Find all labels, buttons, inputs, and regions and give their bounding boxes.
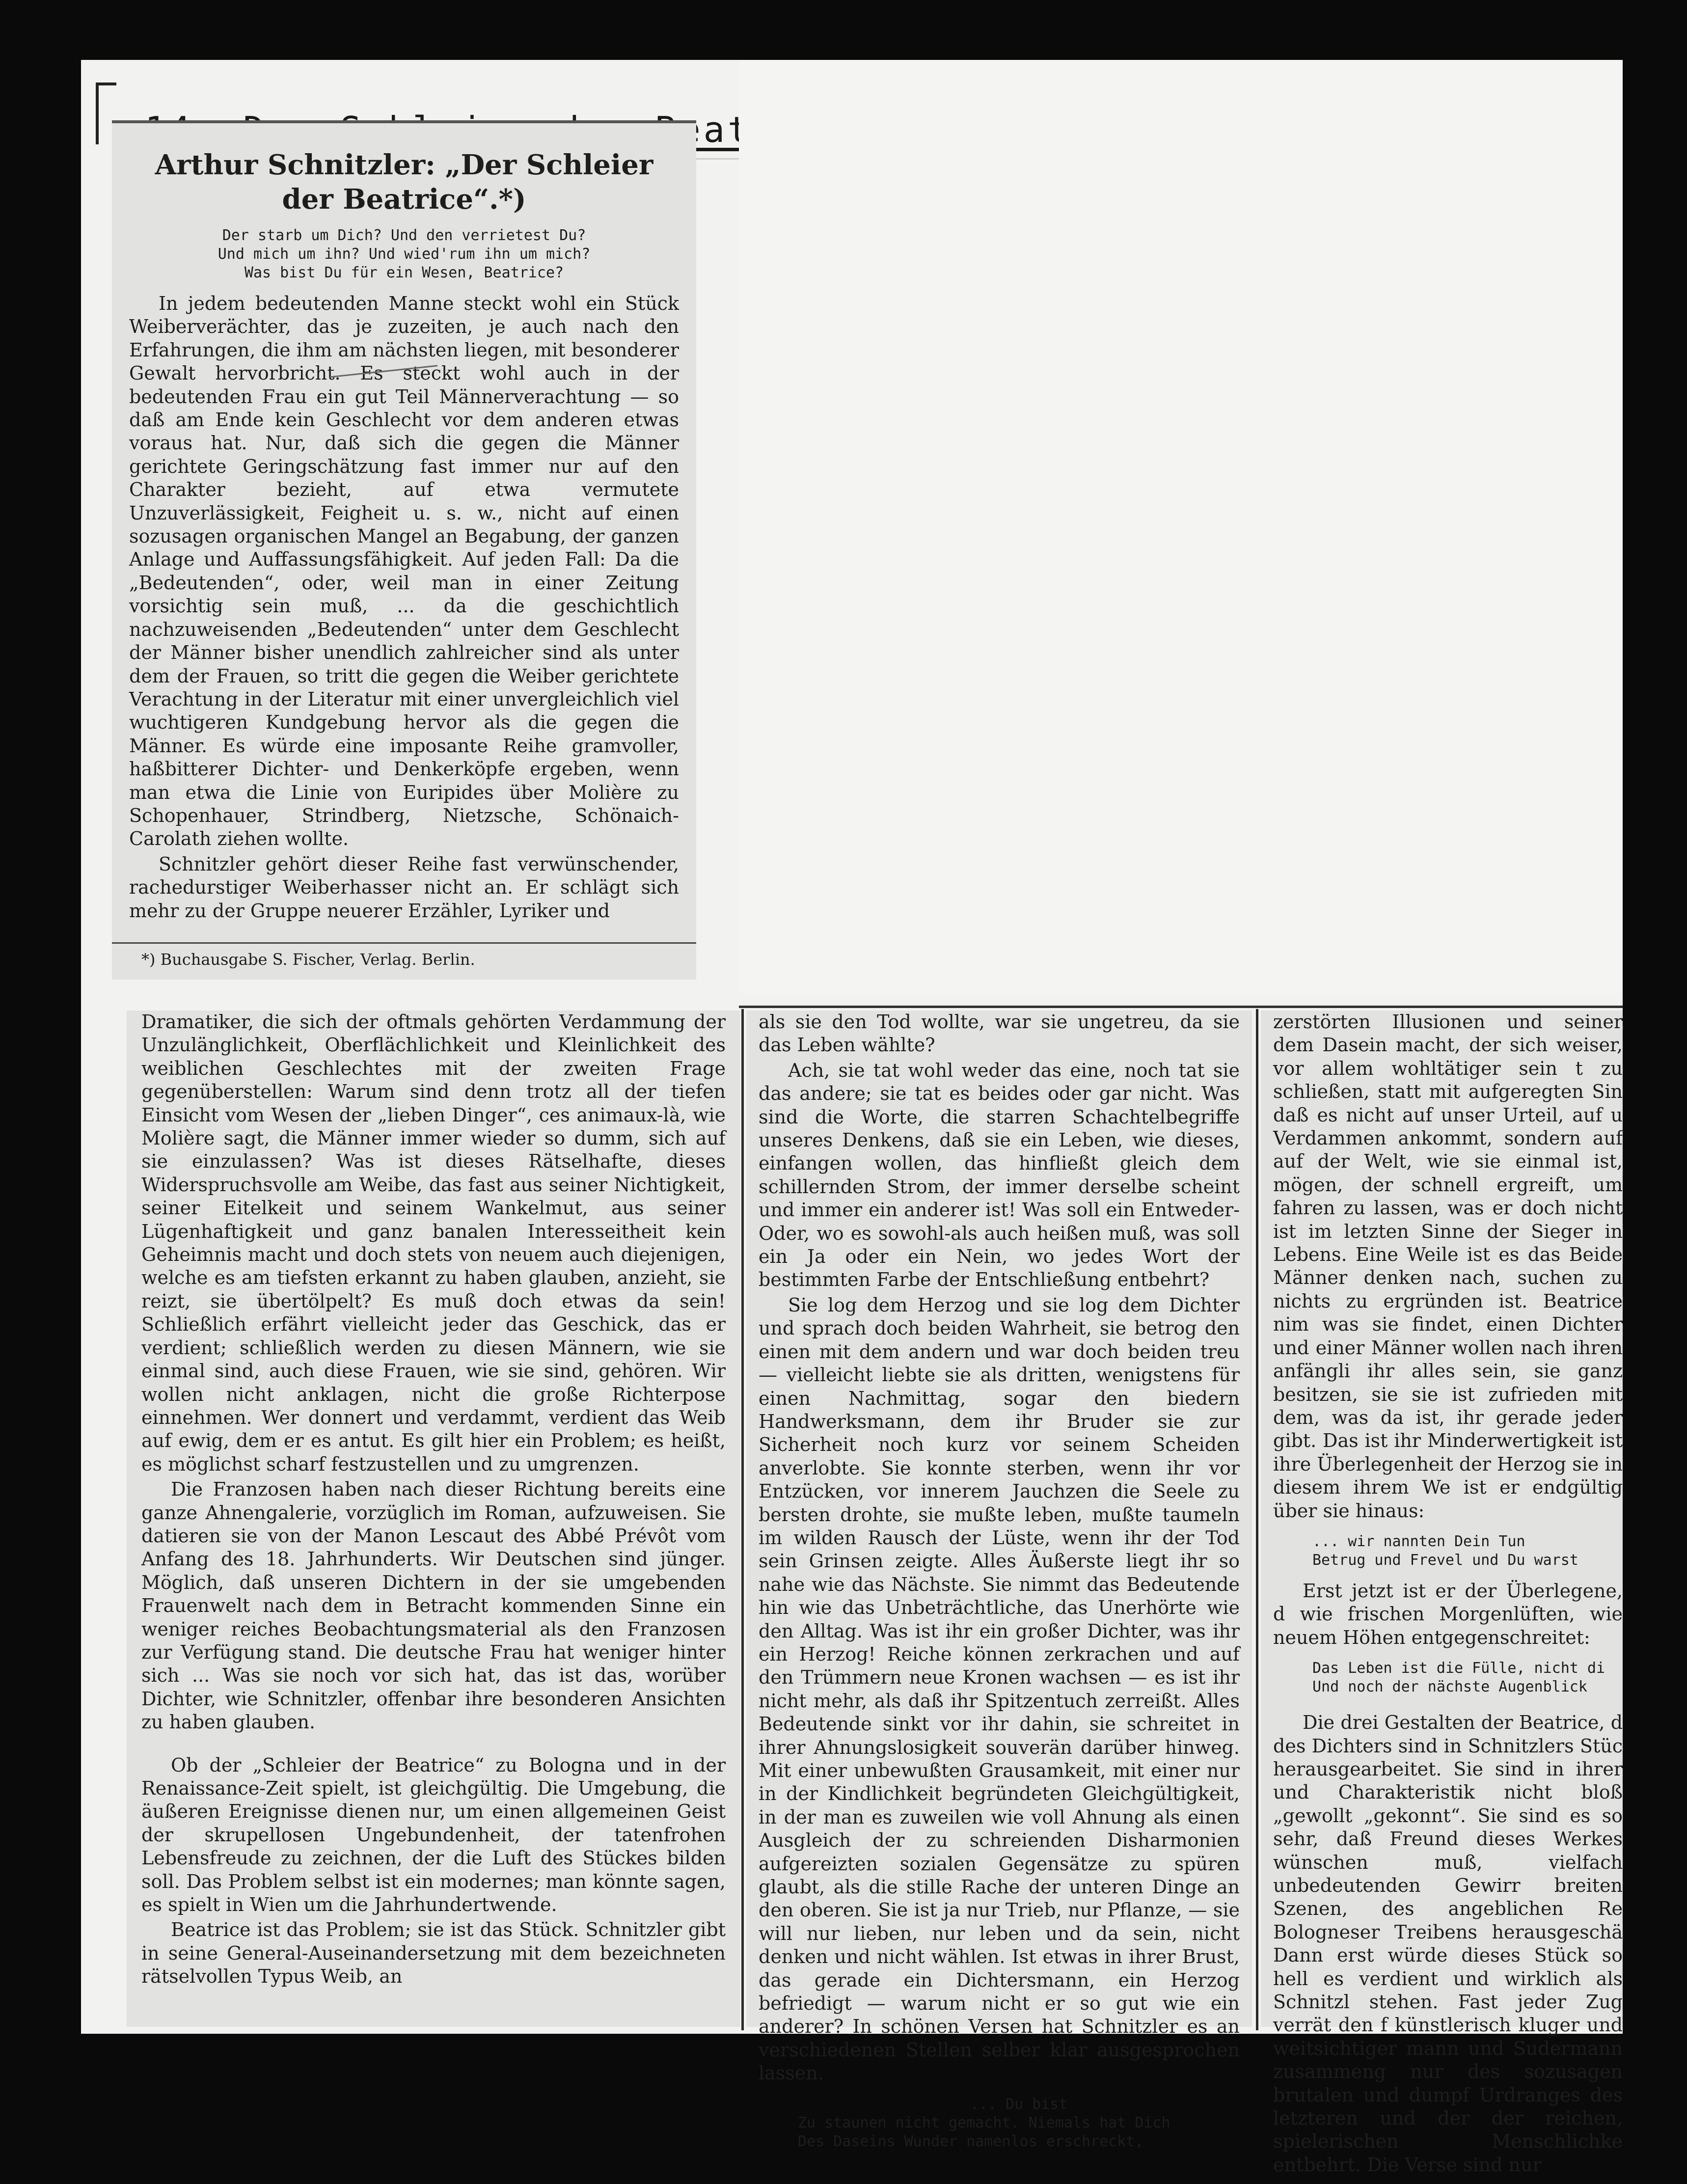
quote-line: Betrug und Frevel und Du warst [1312, 1551, 1578, 1569]
column-divider [1256, 1009, 1258, 2030]
footnote: *) Buchausgabe S. Fischer, Verlag. Berlin. [112, 942, 696, 969]
verse-line: Was bist Du für ein Wesen, Beatrice? [244, 264, 564, 281]
top-rule [112, 120, 696, 123]
paragraph: als sie den Tod wollte, war sie ungetreu, da sie das Leben wählte? [759, 1011, 1240, 1056]
paragraph: Sie log dem Herzog und sie log dem Dichter und sprach doch beiden Wahrheit, sie betrog den einen mit dem andern und war doch beiden treu — vielleicht liebte sie als dritten, wenigstens für einen Nachmittag, sogar den biedern Handwerksmann, dem ihr Bruder sie zur Sicherheit noch kurz vor seinem Scheiden anverlobte. Sie konnte sterben, wenn ihr vor Entzücken, vor innerem Jauchzen die Seele zu bersten drohte, sie mußte leben, mußte taumeln im wilden Rausch der Lüste, wenn ihr der Tod sein Grinsen zeigte. Alles Äußerste liegt ihr so nahe wie das Nächste. Sie nimmt das Bedeutende hin wie das Unbeträchtliche, das Unerhörte wie den Alltag. Was ist ihr ein großer Dichter, was ihr ein Herzog! Reiche können zerkrachen und auf den Trümmern neue Kronen wachsen — es ist ihr nicht mehr, als daß ihr Spitzentuch zerreißt. Alles Bedeutende sinkt vor ihr dahin, sie schreitet in ihrer Ahnungslosigkeit souverän darüber hinweg. Mit einer unbewußten Grausamkeit, mit einer nur in der Kindlichkeit begründeten Gleichgültigkeit, in der man es zuweilen wie voll Ahnung als einen Ausgleich der zu schreienden Disharmonien aufgereizten sozialen Gegensätze zu spüren glaubt, als die stille Rache der unteren Dinge an den oberen. Sie ist ja nur Trieb, nur Pflanze, — sie will nur lieben, nur leben und da sein, nicht denken und nicht wählen. Ist etwas in ihrer Brust, das gerade ein Dichtersmann, ein Herzog befriedigt — warum nicht er so gut wie ein anderer? In schönen Versen hat Schnitzler es an verschiedenen Stellen selber klar ausgesprochen lassen. [759, 1294, 1240, 2084]
paragraph: Ach, sie tat wohl weder das eine, noch tat sie das andere; sie tat es beides oder gar nicht. Was sind die Worte, die starren Schachtelbegriffe unseres Denkens, daß sie ein Leben, wie dieses, einfangen wollen, das hinfließt gleich dem schillernden Strom, der immer derselbe scheint und immer ein anderer ist! Was soll ein Entweder-Oder, wo es sowohl-als auch heißen muß, was soll ein Ja oder ein Nein, wo jedes Wort der bestimmten Farbe der Entschließung entbehrt? [759, 1059, 1240, 1291]
paragraph: Die drei Gestalten der Beatrice, d des Dichters sind in Schnitzlers Stüc herausgearbeitet. Sie sind in ihrer und Charakteristik nicht bloß „gewollt „gekonnt“. Sie sind es so sehr, daß Freund dieses Werkes wünschen muß, vielfach unbedeutenden Gewirr breiten Szenen, des angeblichen Re Bologneser Treibens herausgeschä Dann erst würde dieses Stück so hell es verdient und wirklich als Schnitzl stehen. Fast jeder Zug verrät den f künstlerisch kluger und weitsichtiger mann und Sudermann zusammeng nur des sozusagen brutalen und dumpf Urdranges des letzteren und der der reichen, spielerischen Menschlichke entbehrt. Die Verse sind nur [1273, 1712, 1623, 2176]
paragraph: Die Franzosen haben nach dieser Richtung bereits eine ganze Ahnengalerie, vorzüglich im Roman, aufzuweisen. Sie datieren sie von der Manon Lescaut des Abbé Prévôt vom Anfang des 18. Jahrhunderts. Wir Deutschen sind jünger. Möglich, daß unseren Dichtern in der sie umgebenden Frauenwelt nach dem in Betracht kommenden Sinne ein weniger reiches Beobachtungsmaterial als den Franzosen zur Verfügung stand. Die deutsche Frau hat weniger hinter sich ... Was sie noch vor sich hat, das ist das, worüber Dichter, wie Schnitzler, offenbar ihre besonderen Ansichten zu haben glauben. [141, 1478, 726, 1733]
paragraph: Beatrice ist das Problem; sie ist das Stück. Schnitzler gibt in seine General-Auseinandersetzung mit dem bezeichneten rätselvollen Typus Weib, an [141, 1919, 726, 1988]
quote-line: Zu staunen nicht gemacht. Niemals hat Dich [798, 2114, 1170, 2131]
paragraph: Dramatiker, die sich der oftmals gehörten Verdammung der Unzulänglichkeit, Oberflächlichkeit und Kleinlichkeit des weiblichen Geschlechtes mit der zweiten Frage gegenüberstellen: Warum sind denn trotz all der tiefen Einsicht vom Wesen der „lieben Dinger“, ces animaux-là, wie Molière sagt, die Männer immer wieder so dumm, sich auf sie einzulassen? Was ist dieses Rätselhafte, dieses Widerspruchsvolle am Weibe, das fast aus seiner Nichtigkeit, seiner Eitelkeit und seinem Wankelmut, aus seiner Lügenhaftigkeit und ganz banalen Interesseitheit kein Geheimnis macht und doch stets von neuem auch diejenigen, welche es am tiefsten erkannt zu haben glauben, anzieht, sie reizt, sie übertölpelt? Es muß doch etwas da sein! Schließlich erfährt vielleicht jeder das Geschick, das er verdient; schließlich werden zu diesen Männern, wie sie einmal sind, auch diese Frauen, wie sie sind, gehören. Wir wollen nicht anklagen, nicht die große Richterpose einnehmen. Wer donnert und verdammt, verdient das Weib auf ewig, dem er es antut. Es gilt hier ein Problem; es heißt, es möglichst scharf festzustellen und zu umgrenzen. [141, 1011, 726, 1475]
blank-area [739, 60, 1623, 993]
column-divider [741, 1009, 744, 2030]
quote-line: Des Daseins Wunder namenlos erschreckt, [798, 2132, 1144, 2150]
column-4 [1261, 1010, 1623, 2176]
quote-line: Und noch der nächste Augenblick [1312, 1678, 1587, 1696]
paragraph: Schnitzler gehört dieser Reihe fast verwünschender, rachedurstiger Weiberhasser nicht an. Er schlägt sich mehr zu der Gruppe neuerer Erzähler, Lyriker und [129, 853, 679, 922]
quote-line: ... Du bist [970, 2095, 1068, 2113]
verse-line: Und mich um ihn? Und wied'rum ihn um mich? [218, 246, 591, 263]
verse-line: Der starb um Dich? Und den verrietest Du? [222, 227, 586, 244]
paragraph: zerstörten Illusionen und seiner dem Dasein macht, der sich weiser, vor allem wohltätiger sein t zu schließen, statt mit aufgeregten Sin daß es nicht auf unser Urteil, auf u Verdammen ankommt, sondern auf auf der Welt, wie sie einmal ist, mögen, der schnell ergreift, um fahren zu lassen, was er doch nicht ist im letzten Sinne der Sieger in Lebens. Eine Weile ist es das Beide Männer denken nach, suchen zu nichts zu ergründen ist. Beatrice nim was sie findet, einen Dichter und einer Männer wollen nach ihren anfängli ihr alles sein, sie ganz besitzen, sie sie ist zufrieden mit dem, was da ist, ihr gerade jeder gibt. Das ist ihr Minderwertigkeit ist ihre Überlegenheit der Herzog sie in diesem ihrem We ist er endgültig über sie hinaus: [1273, 1011, 1623, 1522]
quote [1312, 1532, 1623, 1570]
quote-line: Das Leben ist die Fülle, nicht di [1312, 1660, 1605, 1677]
divider-rule [739, 1006, 1623, 1008]
quote [798, 2095, 1240, 2151]
quote-line: ... wir nannten Dein Tun [1312, 1532, 1525, 1550]
verse-epigraph [129, 226, 679, 282]
article-title: Arthur Schnitzler: „Der Schleier der Beatrice“.*) [155, 149, 653, 216]
quote [1312, 1659, 1623, 1696]
paragraph: In jedem bedeutenden Manne steckt wohl ein Stück Weiberverächter, das je zuzeiten, je auch nach den Erfahrungen, die ihm am nächsten liegen, mit besonderer Gewalt hervorbricht. Es steckt wohl auch in der bedeutenden Frau ein gut Teil Männerverachtung — so daß am Ende kein Geschlecht vor dem anderen etwas voraus hat. Nur, daß sich die gegen die Männer gerichtete Geringschätzung fast immer nur auf den Charakter bezieht, auf etwa vermutete Unzuverlässigkeit, Feigheit u. s. w., nicht auf einen sozusagen organischen Mangel an Begabung, der ganzen Anlage und Auffassungsfähigkeit. Auf jeden Fall: Da die „Bedeutenden“, oder, weil man in einer Zeitung vorsichtig sein muß, ... da die geschichtlich nachzuweisenden „Bedeutenden“ unter dem Geschlecht der Männer bisher unendlich zahlreicher sind als unter dem der Frauen, so tritt die gegen die Weiber gerichtete Verachtung in der Literatur mit einer unvergleichlich viel wuchtigeren Kundgebung hervor als die gegen die Männer. Es würde eine imposante Reihe gramvoller, haßbitterer Dichter- und Denkerköpfe ergeben, wenn man etwa die Linie von Euripides über Molière zu Schopenhauer, Strindberg, Nietzsche, Schönaich-Carolath ziehen wollte. [129, 293, 679, 850]
paragraph: Erst jetzt ist er der Überlegene, d wie frischen Morgenlüften, wie neuem Höhen entgegenschreitet: [1273, 1580, 1623, 1648]
column-3 [746, 1010, 1252, 2150]
paragraph: Ob der „Schleier der Beatrice“ zu Bologna und in der Renaissance-Zeit spielt, ist gleichgültig. Die Umgebung, die äußeren Ereignisse dienen nur, um einen allgemeinen Geist der skrupellosen Ungebundenheit, der tatenfrohen Lebensfreude zu zeichnen, der die Luft des Stückes bilden soll. Das Problem selbst ist ein modernes; man könnte sagen, es spielt in Wien um die Jahrhundertwende. [141, 1754, 726, 1916]
column-2 [127, 1010, 740, 2027]
column-1 [112, 120, 696, 980]
